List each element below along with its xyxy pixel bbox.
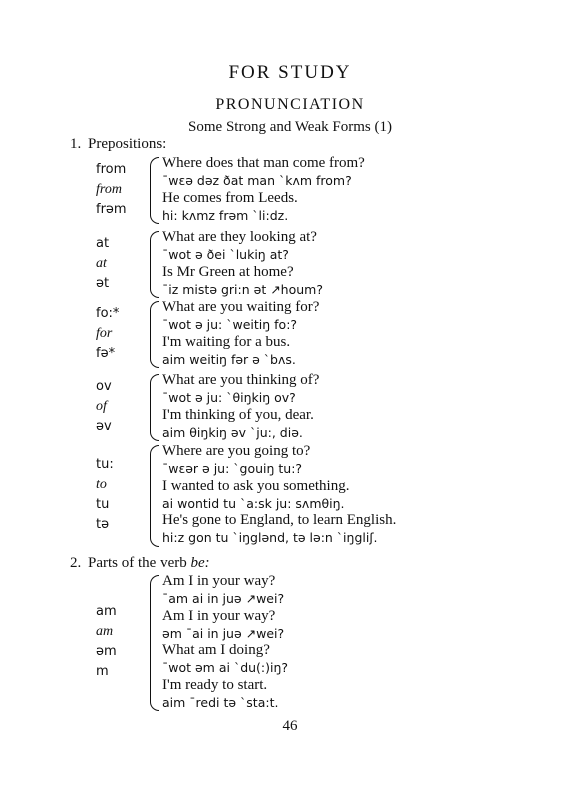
section-label: Prepositions: bbox=[88, 136, 167, 152]
phonetic-transcription: hi: kʌmz frəm ˋli:dz. bbox=[162, 207, 289, 223]
example-sentence: I'm thinking of you, dear. bbox=[162, 406, 314, 423]
phonetic-transcription: ai wontid tu ˋa:sk ju: sʌmθiŋ. bbox=[162, 495, 345, 511]
page-number: 46 bbox=[282, 718, 298, 734]
word-form: əv bbox=[96, 418, 112, 434]
example-sentence: What are you thinking of? bbox=[162, 372, 320, 388]
word-forms bbox=[96, 602, 146, 682]
word-form: fo:* bbox=[96, 305, 120, 321]
word-form: tu: bbox=[96, 456, 114, 472]
word-form: at bbox=[96, 255, 107, 271]
example-sentence: Am I in your way? bbox=[162, 573, 276, 589]
example-lines bbox=[162, 573, 288, 711]
example-lines bbox=[162, 372, 319, 441]
word-forms bbox=[96, 455, 146, 535]
word-form: ov bbox=[96, 378, 112, 394]
word-form: from bbox=[96, 181, 122, 197]
word-form: at bbox=[96, 235, 110, 251]
phonetic-transcription: ˉwot ə ju: ˋweitiŋ fo:? bbox=[162, 317, 298, 333]
curly-brace bbox=[150, 374, 159, 441]
example-sentence: Is Mr Green at home? bbox=[162, 263, 294, 280]
phonetic-transcription: aim weitiŋ fər ə ˋbʌs. bbox=[162, 351, 296, 367]
phonetic-transcription: hi:z gon tu ˋiŋglənd, tə lə:n ˋiŋgliʃ. bbox=[162, 530, 378, 546]
page-title: FOR STUDY bbox=[228, 62, 352, 83]
example-lines bbox=[162, 299, 319, 368]
curly-brace bbox=[150, 575, 159, 711]
word-forms bbox=[96, 234, 146, 294]
topic-heading: Some Strong and Weak Forms (1) bbox=[188, 119, 392, 135]
word-forms bbox=[96, 304, 146, 364]
example-lines bbox=[162, 229, 323, 298]
example-sentence: Where are you going to? bbox=[162, 443, 311, 459]
word-form: ət bbox=[96, 275, 110, 291]
phonetic-transcription: ˉwot əm ai ˋdu(:)iŋ? bbox=[162, 660, 289, 676]
word-form: tu bbox=[96, 496, 110, 512]
phonetic-transcription: ˉwot ə ju: ˋθiŋkiŋ ov? bbox=[162, 390, 296, 406]
word-form: for bbox=[96, 325, 113, 341]
example-sentence: What are they looking at? bbox=[162, 229, 317, 245]
example-sentence: Where does that man come from? bbox=[162, 155, 365, 171]
word-form: of bbox=[96, 398, 107, 414]
word-form: frəm bbox=[96, 201, 127, 217]
example-sentence: I'm ready to start. bbox=[162, 676, 268, 693]
phonetic-transcription: aim ˉredi tə ˋsta:t. bbox=[162, 695, 279, 711]
phonetic-transcription: aim θiŋkiŋ əv ˋju:, diə. bbox=[162, 424, 303, 440]
phonetic-transcription: ˉwot ə ðei ˋlukiŋ at? bbox=[162, 247, 289, 263]
word-form: tə bbox=[96, 516, 110, 532]
example-lines bbox=[162, 443, 396, 547]
phonetic-transcription: əm ˉai in juə ↗wei? bbox=[162, 625, 285, 641]
curly-brace bbox=[150, 157, 159, 224]
word-form: m bbox=[96, 664, 109, 680]
word-forms bbox=[96, 377, 146, 437]
section-label: Parts of the verb bbox=[88, 555, 191, 571]
section-label-italic: be: bbox=[190, 555, 210, 571]
example-sentence: He comes from Leeds. bbox=[162, 189, 298, 206]
example-sentence: I'm waiting for a bus. bbox=[162, 333, 291, 350]
word-forms bbox=[96, 160, 146, 220]
section-number: 2. bbox=[70, 555, 82, 571]
word-form: əm bbox=[96, 644, 117, 660]
example-lines bbox=[162, 155, 365, 224]
word-form: am bbox=[96, 624, 114, 640]
phonetic-transcription: ˉam ai in juə ↗wei? bbox=[162, 591, 285, 607]
example-sentence: What are you waiting for? bbox=[162, 299, 320, 315]
example-sentence: Am I in your way? bbox=[162, 607, 276, 624]
curly-brace bbox=[150, 445, 159, 547]
phonetic-transcription: ˉwɛər ə ju: ˋgouiŋ tu:? bbox=[162, 461, 303, 477]
section-title: PRONUNCIATION bbox=[215, 96, 365, 113]
section-number: 1. bbox=[70, 136, 82, 152]
word-form: am bbox=[96, 604, 117, 620]
example-sentence: I wanted to ask you something. bbox=[162, 477, 350, 494]
word-form: fə* bbox=[96, 345, 116, 361]
section-heading-verb-be bbox=[70, 555, 210, 572]
section-heading-prepositions bbox=[70, 136, 166, 153]
word-form: to bbox=[96, 476, 107, 492]
phonetic-transcription: ˉiz mistə gri:n ət ↗houm? bbox=[162, 281, 323, 297]
example-sentence: What am I doing? bbox=[162, 642, 270, 659]
curly-brace bbox=[150, 231, 159, 298]
example-sentence: He's gone to England, to learn English. bbox=[162, 512, 397, 529]
word-form: from bbox=[96, 161, 127, 177]
curly-brace bbox=[150, 301, 159, 368]
phonetic-transcription: ˉwɛə dəz ðat man ˋkʌm from? bbox=[162, 173, 352, 189]
